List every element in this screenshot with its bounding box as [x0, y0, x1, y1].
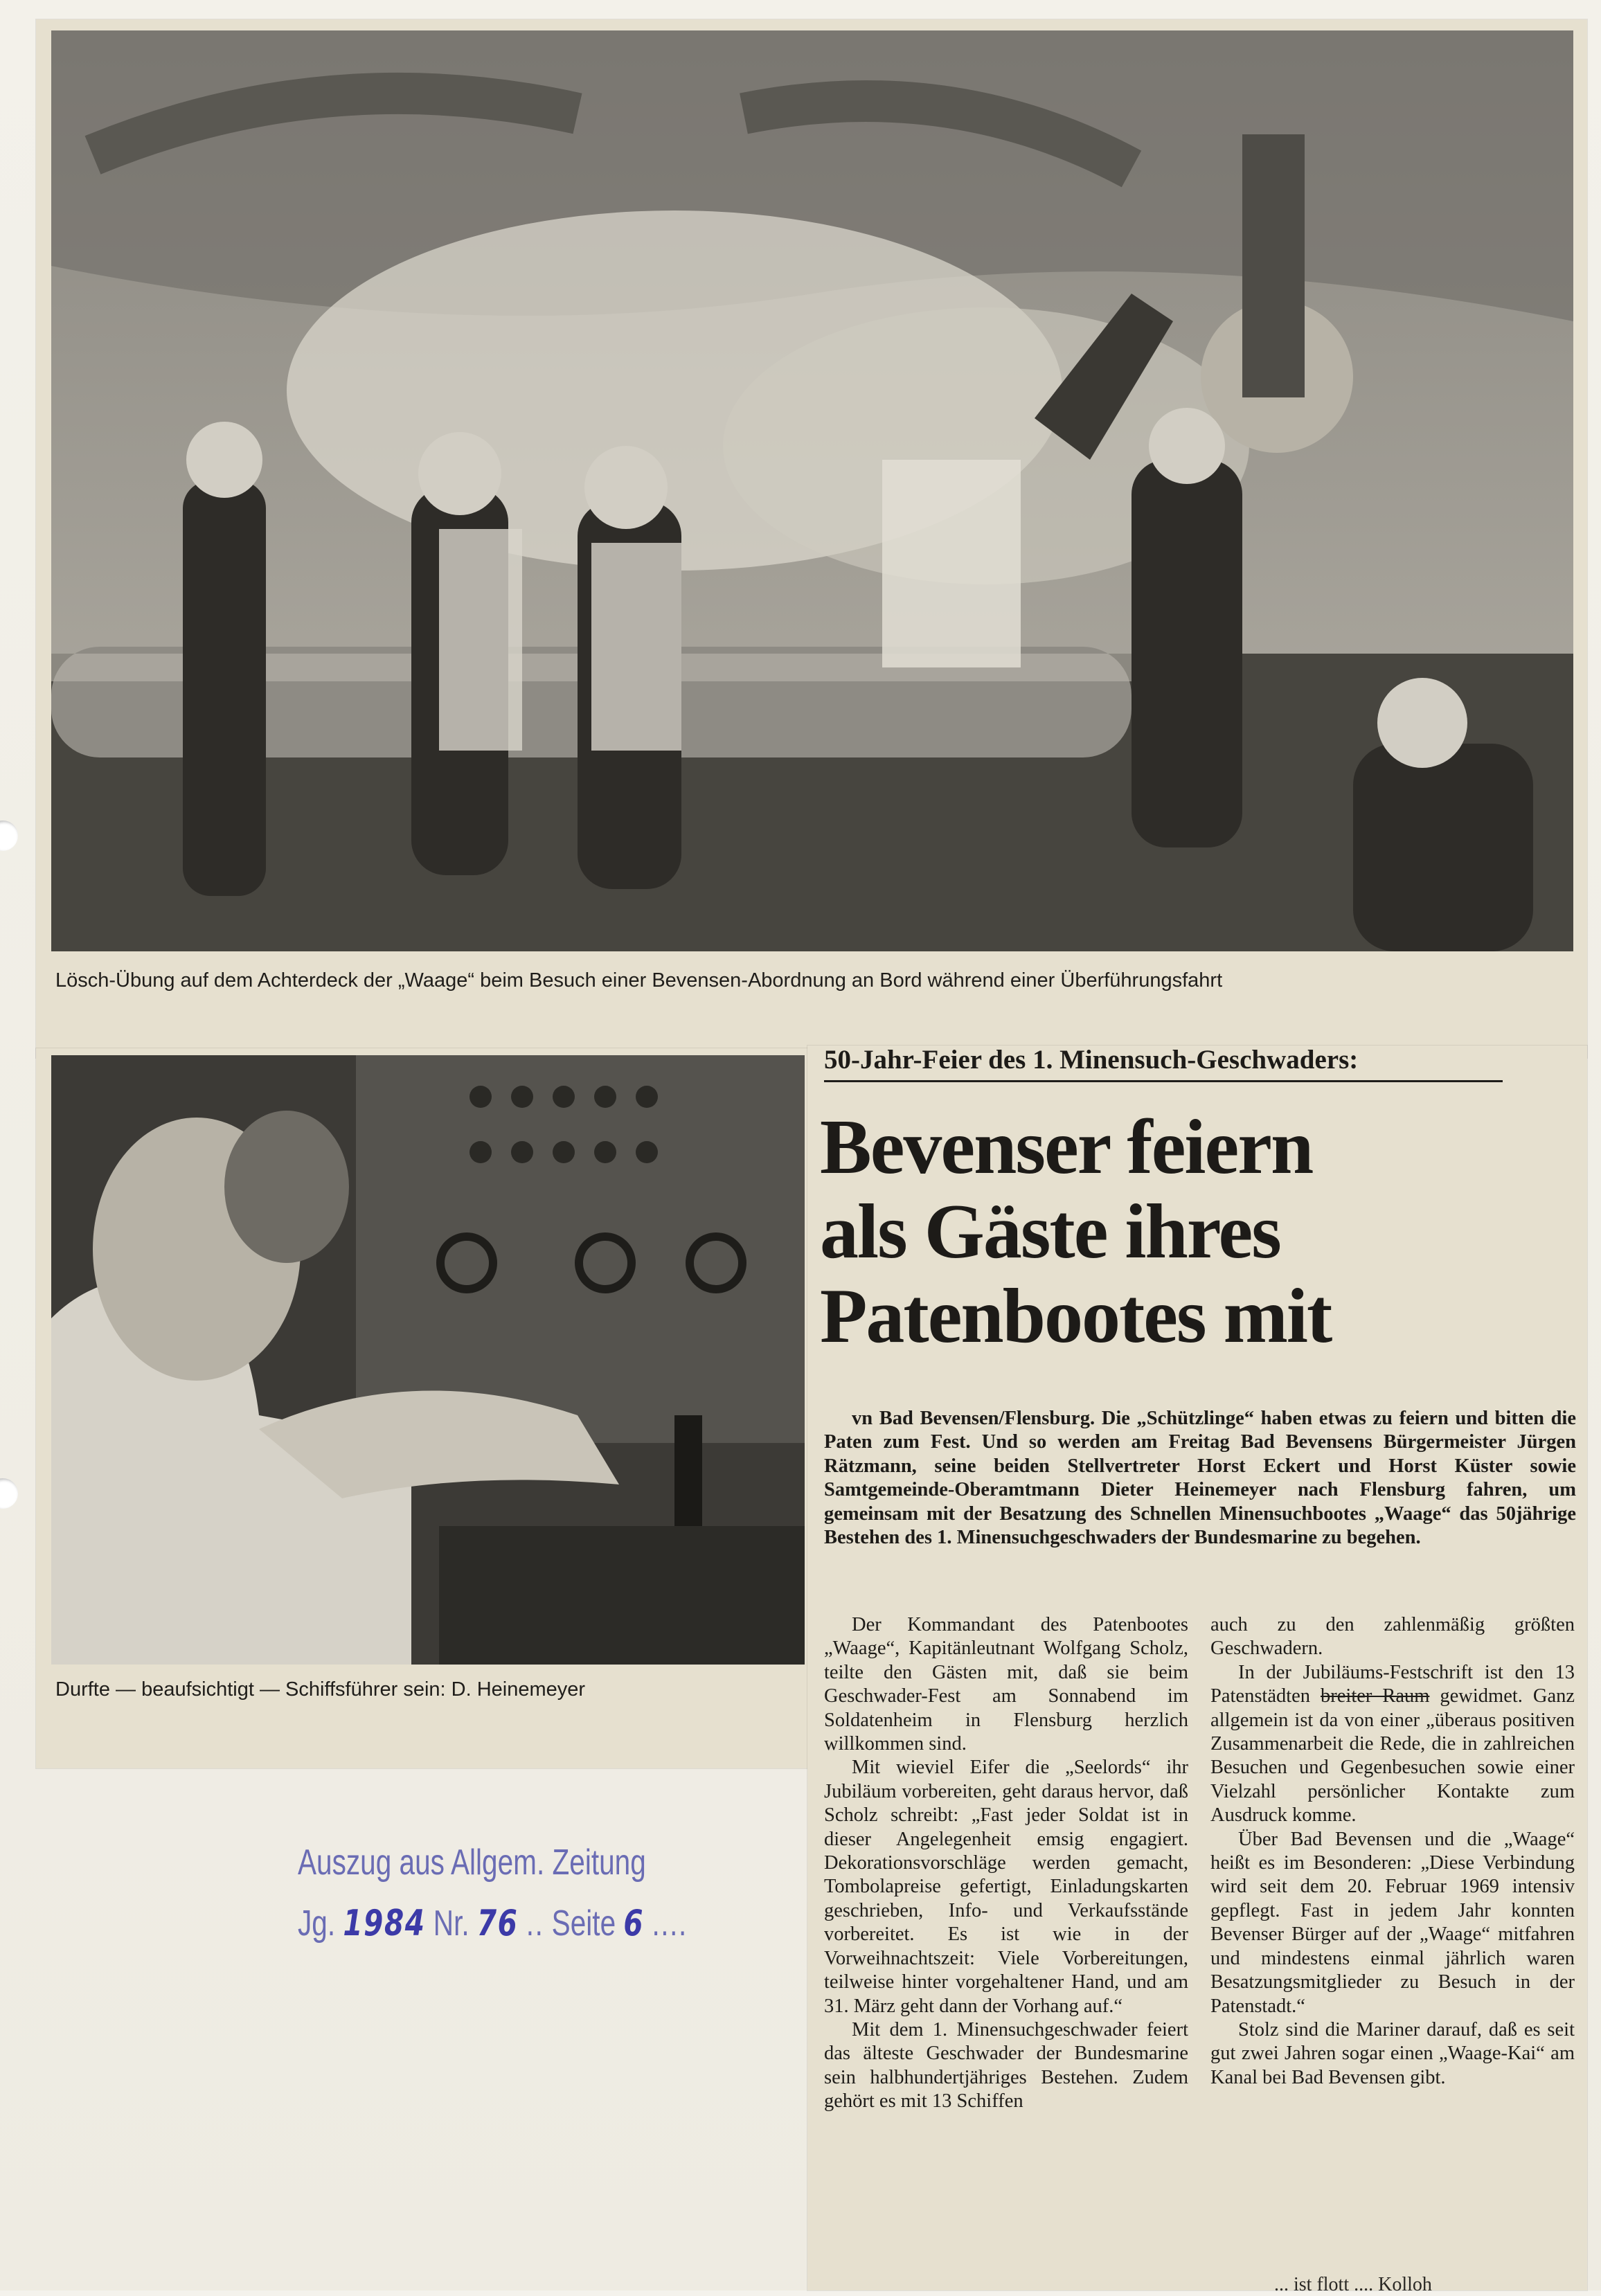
archive-stamp: [298, 1842, 688, 1944]
stamp-dots: ..: [526, 1903, 544, 1944]
column-1-paragraph: Der Kommandant des Patenbootes „Waage“, Kapitänleutnant Wolfgang Scholz, teilte den Gästen mit, daß sie beim Geschwader-Fest am Sonnabend im Soldatenheim in Flensburg herzlich willkommen sind.: [824, 1614, 1188, 1755]
column-2-paragraph: Stolz sind die Mariner darauf, daß es seit gut zwei Jahren sogar einen „Waage-Kai“ am Kanal bei Bad Bevensen gibt.: [1210, 2018, 1575, 2088]
top-photo-caption: Lösch-Übung auf dem Achterdeck der „Waage“ beim Besuch einer Bevensen-Abordnung an Bord während einer Überführungsfahrt: [55, 969, 1223, 992]
left-photo-caption: Durfte — beaufsichtigt — Schiffsführer sein: D. Heinemeyer: [55, 1678, 586, 1701]
stamp-year: 1984: [343, 1903, 426, 1944]
bottom-text-fragment: ... ist flott .... Kolloh: [1274, 2274, 1432, 2295]
article-lead: vn Bad Bevensen/Flensburg. Die „Schützlinge“ haben etwas zu feiern und bitten die Paten zum Fest. Und so werden am Freitag Bad Bevensens Bürgermeister Jürgen Rätzmann, seine beiden Stellvertreter Horst Eckert und Horst Küster sowie Samtgemeinde-Oberamtmann Dieter Heinemeyer nach Flensburg fahren, um gemeinsam mit der Besatzung des Schnellen Minensuchbootes „Waage“ das 50jährige Bestehen des 1. Minensuchgeschwaders der Bundesmarine zu begehen.: [824, 1408, 1576, 1549]
stamp-line-1: Auszug aus Allgem. Zeitung: [298, 1842, 646, 1883]
stamp-nr-label: Nr.: [433, 1903, 469, 1944]
article-column-2: [1210, 1613, 1575, 2090]
photo-illustration: [51, 1055, 805, 1665]
column-1-paragraph: Mit wieviel Eifer die „Seelords“ ihr Jubiläum vorbereiten, geht daraus hervor, daß Scholz schreibt: „Fast jeder Soldat ist in dieser Angelegenheit emsig engagiert. Dekorationsvorschläge werden gemacht, Tombolapreise gefertigt, Einladungskarten geschrieben, Info- und Verkaufsstände vorbereitet. Es ist wie in der Vorweihnachtszeit: Viele Vorbereitungen, teilweise hinter vorgehaltener Hand, und am 31. März geht dann der Vorhang auf.“: [824, 1757, 1188, 2017]
fire-drill-photo: [51, 30, 1573, 951]
stamp-number: 76: [476, 1903, 519, 1944]
stamp-seite-label: Seite: [551, 1903, 616, 1944]
stamp-line-2: [298, 1903, 688, 1944]
column-2-paragraph: auch zu den zahlenmäßig größten Geschwadern.: [1210, 1614, 1575, 1660]
stamp-jg-label: Jg.: [298, 1903, 336, 1944]
photo-illustration: [51, 30, 1573, 951]
headline-line-1: Bevenser feiern: [820, 1104, 1313, 1190]
kicker-rule: [824, 1080, 1503, 1082]
column-2-paragraph: [1210, 1661, 1575, 1828]
article-kicker: 50-Jahr-Feier des 1. Minensuch-Geschwaders:: [824, 1045, 1359, 1075]
article-column-1: [824, 1613, 1188, 2114]
helm-photo: [51, 1055, 805, 1665]
headline-line-3: Patenbootes mit: [820, 1273, 1332, 1359]
stamp-page: 6: [623, 1903, 645, 1944]
stamp-dots: ....: [652, 1903, 688, 1944]
struck-text: breiter Raum: [1321, 1685, 1430, 1707]
article-headline: [820, 1105, 1331, 1358]
headline-line-2: als Gäste ihres: [820, 1189, 1280, 1275]
column-1-paragraph: Mit dem 1. Minensuchgeschwader feiert das älteste Geschwader der Bundesmarine sein halbhundertjähriges Bestehen. Zudem gehört es mit 13 Schiffen: [824, 2018, 1188, 2113]
paragraph-text: gewidmet. Ganz allgemein ist da von einer „überaus positiven Zusammenarbeit die Rede, die in zahlreichen Besuchen und Gegenbesuchen sowie einer Vielzahl persönlicher Kontakte zum Ausdruck komme.: [1210, 1685, 1575, 1827]
column-2-paragraph: Über Bad Bevensen und die „Waage“ heißt es im Besonderen: „Diese Verbindung wird seit dem 20. Februar 1969 intensiv gepflegt. Fast in jedem Jahr konnten Bevenser Bürger auf der „Waage“ mitfahren und mindestens einmal jährlich waren Besatzungsmitglieder zu Besuch in der Patenstadt.“: [1210, 1828, 1575, 2017]
paragraph-text: In der Jubiläums-Festschrift ist den 13 Patenstädten: [1210, 1661, 1575, 1707]
